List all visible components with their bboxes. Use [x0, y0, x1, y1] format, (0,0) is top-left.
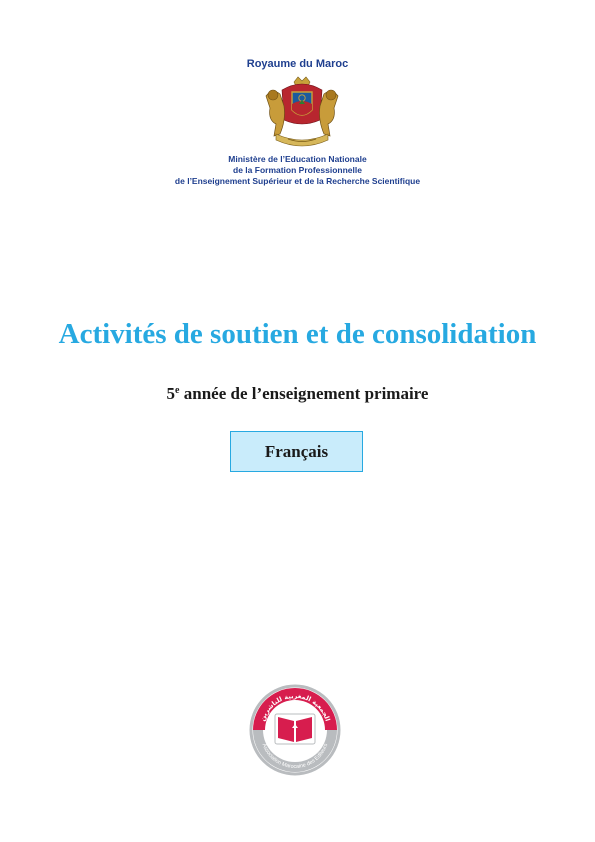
- ministry-line-2: de la Formation Professionnelle: [233, 165, 362, 175]
- ministry-name: [0, 154, 595, 187]
- book-title: Activités de soutien et de consolidation: [58, 318, 537, 350]
- publisher-french-text: Association Marocaine des Editeurs: [260, 742, 330, 771]
- publisher-arabic-text: الجمعية المغربية للناشرين: [258, 691, 332, 723]
- grade-level: [0, 384, 595, 404]
- publisher-logo: [249, 684, 341, 776]
- ministry-line-1: Ministère de l’Education Nationale: [228, 154, 367, 164]
- grade-number: 5: [166, 384, 176, 403]
- country-name: Royaume du Maroc: [246, 58, 349, 70]
- subject-label: Français: [264, 441, 329, 461]
- grade-suffix: e: [175, 385, 180, 396]
- grade-text: année de l’enseignement primaire: [179, 384, 429, 403]
- ministry-line-3: de l’Enseignement Supérieur et de la Recherche Scientifique: [174, 176, 421, 186]
- subject-box: [230, 431, 363, 472]
- moroccan-coat-of-arms-emblem: [262, 76, 342, 150]
